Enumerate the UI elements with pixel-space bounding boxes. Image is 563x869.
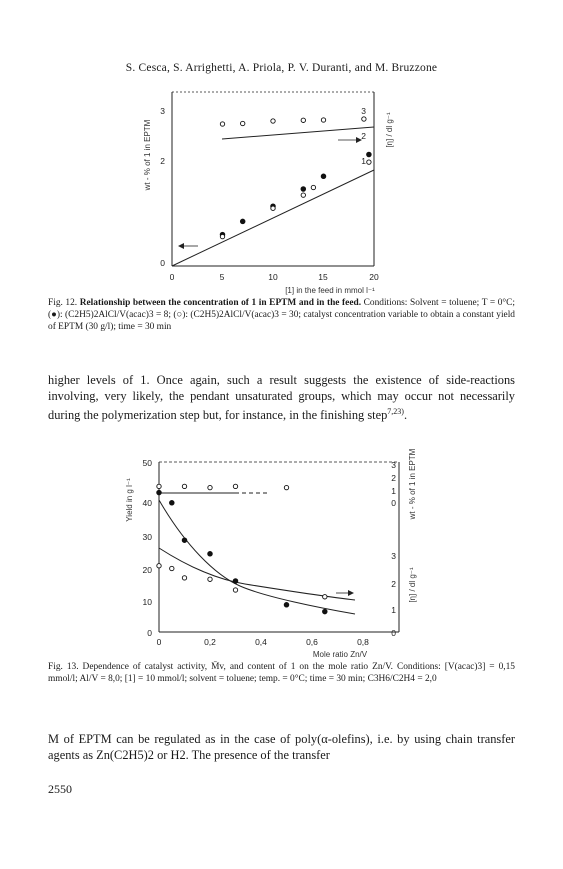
fig13-right-mid-tick: 2 <box>391 579 396 589</box>
fig13-data-point <box>170 501 175 506</box>
fig13-data-point <box>182 576 186 580</box>
fig12-x-tick: 0 <box>169 272 175 282</box>
fig13-data-point <box>233 579 238 584</box>
fig12-left-axis-label: wt - % of 1 in EPTM <box>143 119 152 191</box>
fig13-data-point <box>208 577 212 581</box>
fig13-left-tick: 30 <box>142 532 152 542</box>
fig13-x-axis-label: Mole ratio Zn/V <box>312 650 368 659</box>
reference-superscript: 7,23) <box>387 407 404 417</box>
fig13-data-point <box>323 595 327 599</box>
fig13-data-point <box>157 564 161 568</box>
fig12-left-tick: 3 <box>160 106 165 116</box>
fig13-x-tick: 0 <box>156 637 162 647</box>
fig13-right-bottom-tick: 0 <box>391 628 396 638</box>
fig12-caption-lead: Fig. 12. <box>48 298 78 308</box>
fig13-data-point <box>157 484 161 488</box>
fig12-x-tick: 5 <box>219 272 225 282</box>
fig13-data-point <box>170 566 174 570</box>
fig13-data-point <box>284 603 289 608</box>
fig13-caption <box>48 661 515 685</box>
fig12-x-tick: 15 <box>318 272 328 282</box>
fig13-right-top-axis-label: wt - % of 1 in EPTM <box>408 448 417 520</box>
fig13-data-point <box>233 484 237 488</box>
fig12-caption-title: Relationship between the concentration of 1 in EPTM and in the feed. <box>79 298 362 308</box>
fig13-x-tick: 0,8 <box>357 637 369 647</box>
fig12-right-tick: 1 <box>361 156 366 166</box>
fig12-caption-body: Conditions: Solvent = toluene; T = 0°C; (●): (C2H5)2AlCl/V(acac)3 = 8; (○): (C2H5)2AlCl/V(acac)3 = 30; catalyst concentration variable to obtain a constant yield of EPTM (30 g/l); time = 30 min <box>48 298 516 333</box>
fig13-right-mid-tick: 1 <box>391 605 396 615</box>
fig13-data-point <box>208 552 213 557</box>
fig13-data-point <box>157 490 162 495</box>
fig13-right-top-tick: 0 <box>391 498 396 508</box>
fig13-left-tick: 50 <box>142 458 152 468</box>
fig13-data-point <box>323 609 328 614</box>
fig13-x-tick: 0,6 <box>306 637 318 647</box>
fig12-right-axis-label: [η] / dl g⁻¹ <box>385 112 394 148</box>
fig12-left-tick: 2 <box>160 156 165 166</box>
body-paragraph-2 <box>48 731 515 763</box>
paragraph-text: M of EPTM can be regulated as in the case of poly(α-olefins), i.e. by using chain transfer agents as Zn(C2H5)2 or H2. The presence of the transfer <box>48 732 515 763</box>
paragraph-text: higher levels of 1. Once again, such a result suggests the existence of side-reactions involving, very likely, the pendant unsaturated groups, which may occur not necessarily during the polymerization step but, for instance, in the finishing step <box>48 373 515 423</box>
fig12-x-axis-label: [1] in the feed in mmol l⁻¹ <box>285 286 375 295</box>
fig13-right-top-tick: 1 <box>391 486 396 496</box>
fig13-data-point <box>182 538 187 543</box>
fig13-left-tick: 20 <box>142 565 152 575</box>
fig13-arrow <box>336 590 354 596</box>
fig13-data-point <box>182 484 186 488</box>
fig13-left-axis-label: Yield in g l⁻¹ <box>125 478 134 522</box>
fig13-data-point <box>208 485 212 489</box>
fig13-caption-lead: Fig. 13. <box>48 662 79 672</box>
fig12-right-tick: 3 <box>361 106 366 116</box>
running-header: S. Cesca, S. Arrighetti, A. Priola, P. V. Duranti, and M. Bruzzone <box>125 62 438 74</box>
fig13-left-origin: 0 <box>147 628 152 638</box>
fig13-data-point <box>284 485 288 489</box>
fig13-caption-body: Dependence of catalyst activity, M̄v, and content of 1 on the mole ratio Zn/V. Conditions: [V(acac)3] = 0,15 mmol/l; Al/V = 8,0; [1] = 10 mmol/l; solvent = toluene; temp. = 0°C; time = 30 min; C3H6/C2H4 = 2,0 <box>48 662 515 685</box>
fig13-left-tick: 40 <box>142 498 152 508</box>
paragraph-end: . <box>403 408 408 423</box>
fig13-x-tick: 0,2 <box>204 637 216 647</box>
fig12-x-tick: 10 <box>268 272 278 282</box>
fig13-right-top-tick: 2 <box>391 473 396 483</box>
fig12-right-tick: 2 <box>361 131 366 141</box>
fig13-x-tick: 0,4 <box>255 637 267 647</box>
fig13-data-point <box>233 588 237 592</box>
fig13-right-mid-axis-label: [η] / dl g⁻¹ <box>408 567 417 603</box>
page-number: 2550 <box>48 782 72 796</box>
fig12-x-tick: 20 <box>369 272 379 282</box>
fig13-right-top-tick: 3 <box>391 460 396 470</box>
fig13-right-mid-tick: 3 <box>391 551 396 561</box>
fig12-left-origin: 0 <box>160 258 165 268</box>
fig13-left-tick: 10 <box>142 597 152 607</box>
